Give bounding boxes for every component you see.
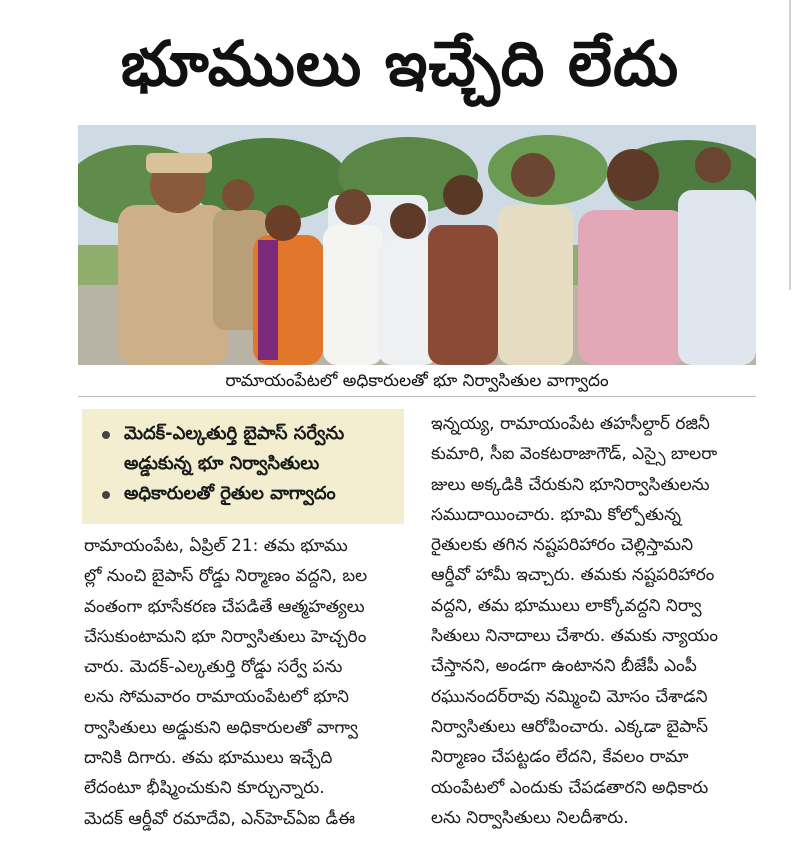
body-line: దానికి దిగారు. తమ భూములు ఇచ్చేది (84, 748, 333, 769)
article-body-right-column (431, 409, 761, 833)
body-line: మెదక్ ఆర్డీవో రమాదేవి, ఎన్‌హెచ్‌ఏఐ డీఈ (84, 808, 355, 829)
body-line: చేసుకుంటామని భూ నిర్వాసితులు హెచ్చరిం (84, 626, 367, 647)
body-line: చేస్తానని, అండగా ఉంటానని బీజేపీ ఎంపీ (431, 656, 697, 677)
body-line: రఘునందర్‌రావు నమ్మించి మోసం చేశాడని (431, 686, 708, 707)
highlights-box (82, 409, 404, 524)
body-line: సితులు నినాదాలు చేశారు. తమకు న్యాయం (431, 626, 718, 647)
body-line: లేదంటూ భీష్మించుకుని కూర్చున్నారు. (84, 778, 325, 799)
headline: భూములు ఇచ్చేది లేదు (120, 27, 680, 100)
article-body-left-column (84, 531, 406, 834)
body-line: వంతంగా భూసేకరణ చేపడితే ఆత్మహత్యలు (84, 596, 365, 617)
body-line: కుమారి, సీఐ వెంకటరాజాగౌడ్, ఎస్సై బాలరా (431, 444, 718, 465)
news-photo (78, 125, 756, 365)
bullet-icon (102, 431, 110, 439)
highlight-item (96, 479, 398, 509)
photo-caption: రామాయంపేటలో అధికారులతో భూ నిర్వాసితుల వాగ్వాదం (78, 366, 756, 397)
body-line: వద్దని, తమ భూములు లాక్కోవద్దని నిర్వా (431, 595, 702, 616)
body-line: ఇన్నయ్య, రామాయంపేట తహసీల్దార్ రజినీ (431, 414, 710, 434)
body-line: నిర్మాణం చేపట్టడం లేదని, కేవలం రామా (431, 747, 689, 768)
body-line: చారు. మెదక్-ఎల్కతుర్తి రోడ్డు సర్వే పను (84, 657, 343, 678)
highlights-list (82, 409, 404, 509)
body-line: ఆర్డీవో హామీ ఇచ్చారు. తమకు నష్టపరిహారం (431, 565, 715, 586)
body-line: ర్వాసితులు అడ్డుకుని అధికారులతో వాగ్వా (84, 717, 358, 738)
highlight-text: అధికారులతో రైతుల వాగ్వాదం (124, 483, 336, 504)
body-line: లను సోమవారం రామాయంపేటలో భూని (84, 687, 349, 708)
body-line: లను నిర్వాసితులు నిలదీశారు. (431, 807, 629, 828)
highlight-text: మెదక్-ఎల్కతుర్తి బైపాస్ సర్వేను అడ్డుకున్న భూ నిర్వాసితులు (124, 423, 345, 474)
body-line: జులు అక్కడికి చేరుకుని భూనిర్వాసితులను (431, 474, 710, 495)
body-line: నిర్వాసితులు ఆరోపించారు. ఎక్కడా బైపాస్ (431, 716, 709, 737)
body-line: యంపేటలో ఎందుకు చేపడతారని అధికారు (431, 777, 709, 798)
body-line: రామాయంపేట, ఏప్రిల్ 21: తమ భూము (84, 536, 348, 556)
bullet-icon (102, 491, 110, 499)
highlight-item (96, 419, 398, 479)
body-line: రైతులకు తగిన నష్టపరిహారం చెల్లిస్తామని (431, 535, 694, 556)
body-line: ల్లో నుంచి బైపాస్ రోడ్డు నిర్మాణం వద్దని, బల (84, 566, 368, 587)
body-line: సముదాయించారు. భూమి కోల్పోతున్న (431, 504, 682, 525)
